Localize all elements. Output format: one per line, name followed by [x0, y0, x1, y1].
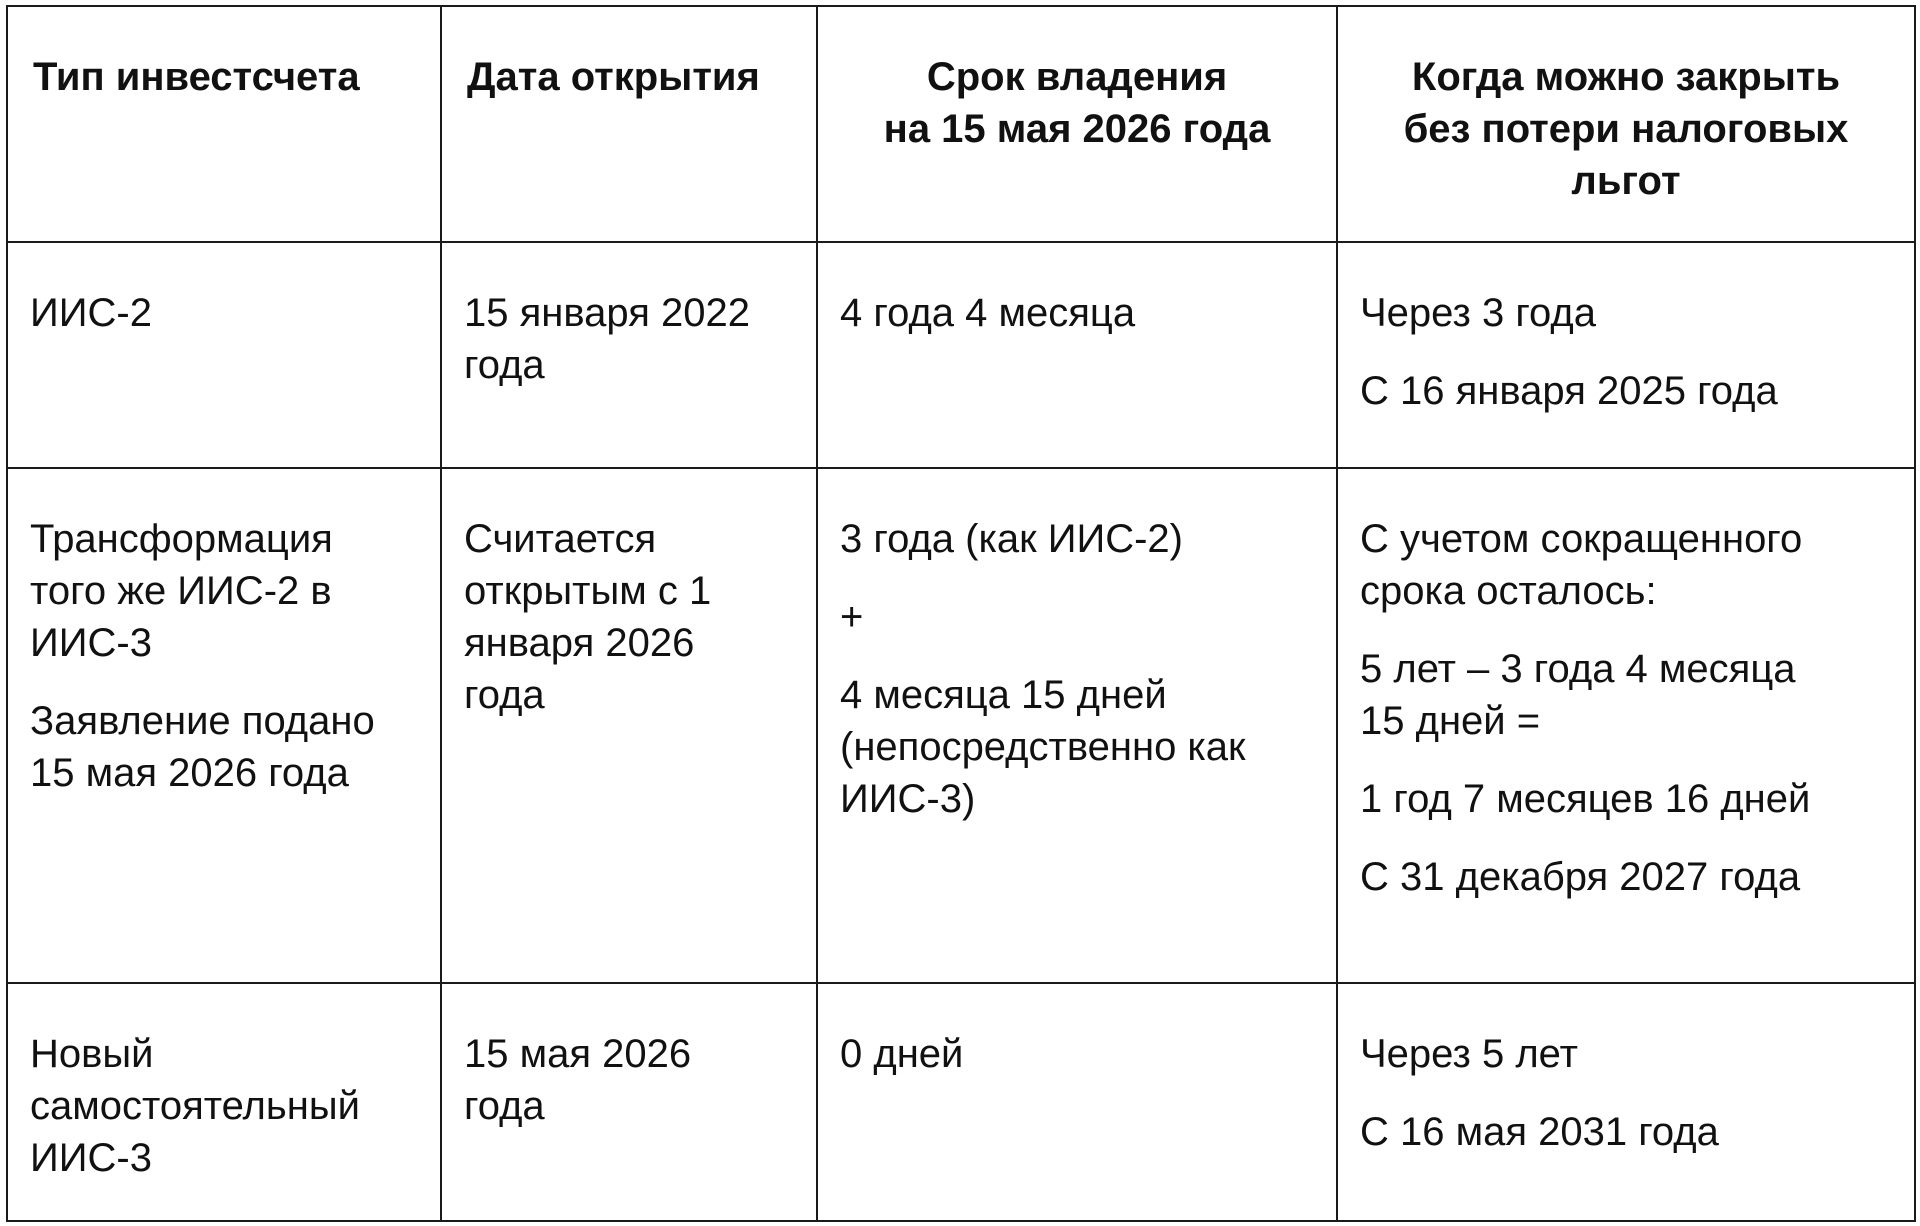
cell-text: 15 января 2022 года	[464, 291, 750, 387]
cell-open-date	[441, 242, 817, 468]
header-label: Срок владения на 15 мая 2026 года	[883, 55, 1271, 151]
cell-holding-period	[817, 242, 1337, 468]
cell-text: 4 месяца 15 дней (непосредственно как ИИС-3)	[840, 673, 1246, 821]
cell-text: +	[840, 595, 864, 639]
cell-text: Через 5 лет	[1360, 1032, 1578, 1076]
cell-close-date	[1337, 242, 1915, 468]
cell-text: С учетом сокращенного срока осталось:	[1360, 517, 1803, 613]
header-label: Когда можно закрыть без потери налоговых льгот	[1403, 55, 1849, 203]
cell-holding-period	[817, 983, 1337, 1221]
table-row	[7, 983, 1915, 1221]
cell-text: ИИС-2	[30, 291, 152, 335]
cell-holding-period	[817, 468, 1337, 983]
cell-text: 0 дней	[840, 1032, 964, 1076]
iis-comparison-table-container	[6, 5, 1914, 1220]
cell-open-date	[441, 983, 817, 1221]
cell-text: 5 лет – 3 года 4 месяца 15 дней =	[1360, 647, 1796, 743]
header-cell-holding-period	[817, 6, 1337, 242]
cell-text: С 16 января 2025 года	[1360, 369, 1778, 413]
cell-text: Заявление подано 15 мая 2026 года	[30, 699, 375, 795]
cell-account-type	[7, 983, 441, 1221]
cell-account-type	[7, 242, 441, 468]
header-label: Дата открытия	[467, 55, 760, 99]
cell-close-date	[1337, 983, 1915, 1221]
table-row	[7, 468, 1915, 983]
table-header-row	[7, 6, 1915, 242]
header-cell-open-date	[441, 6, 817, 242]
cell-text: 4 года 4 месяца	[840, 291, 1136, 335]
cell-text: 3 года (как ИИС-2)	[840, 517, 1183, 561]
iis-comparison-table	[6, 5, 1916, 1222]
cell-text: Трансформация того же ИИС-2 в ИИС-3	[30, 517, 333, 665]
cell-close-date	[1337, 468, 1915, 983]
header-cell-close-date	[1337, 6, 1915, 242]
cell-text: 15 мая 2026 года	[464, 1032, 692, 1128]
cell-account-type	[7, 468, 441, 983]
cell-text: С 16 мая 2031 года	[1360, 1110, 1719, 1154]
cell-text: Новый самостоятельный ИИС-3	[30, 1032, 360, 1180]
table-row	[7, 242, 1915, 468]
cell-open-date	[441, 468, 817, 983]
cell-text: Через 3 года	[1360, 291, 1596, 335]
header-label: Тип инвестсчета	[33, 55, 360, 99]
cell-text: 1 год 7 месяцев 16 дней	[1360, 777, 1811, 821]
cell-text: С 31 декабря 2027 года	[1360, 855, 1801, 899]
header-cell-account-type	[7, 6, 441, 242]
cell-text: Считается открытым с 1 января 2026 года	[464, 517, 712, 717]
